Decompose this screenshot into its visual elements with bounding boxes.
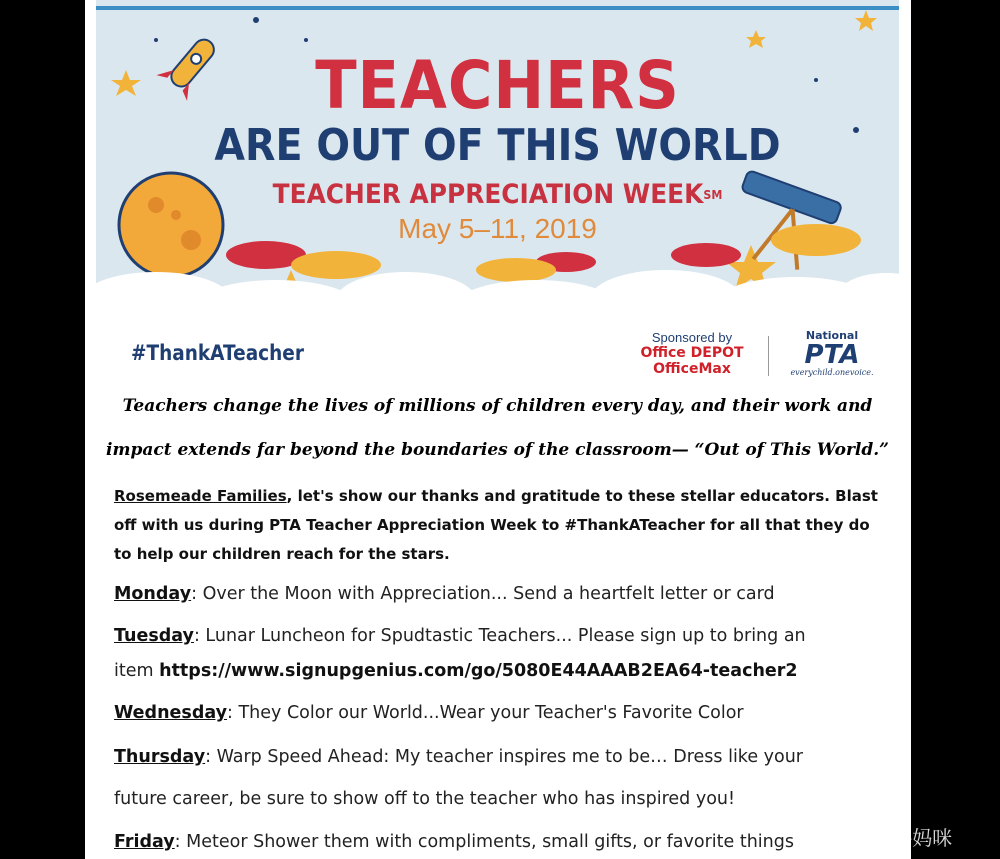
wednesday-item bbox=[114, 703, 894, 723]
families-link: Rosemeade Families bbox=[114, 487, 287, 505]
office-max-logo: OfficeMax bbox=[653, 361, 731, 377]
intro-line2: off with us during PTA Teacher Appreciation Week to #ThankATeacher for all that they do bbox=[114, 516, 870, 534]
tuesday-item-line2 bbox=[114, 661, 894, 681]
signup-url-link[interactable]: https://www.signupgenius.com/go/5080E44AAAB2EA64-teacher2 bbox=[159, 661, 798, 681]
thursday-item-line2: future career, be sure to show off to the teacher who has inspired you! bbox=[114, 789, 736, 809]
friday-item bbox=[114, 832, 894, 852]
wednesday-text: : They Color our World...Wear your Teacher's Favorite Color bbox=[227, 703, 744, 723]
quote-line1: Teachers change the lives of millions of children every day, and their work and bbox=[122, 396, 873, 416]
tuesday-text2: item bbox=[114, 661, 160, 681]
watermark-text: 明亮-妈咪 bbox=[865, 826, 953, 850]
intro-line1-rest: , let's show our thanks and gratitude to these stellar educators. Blast bbox=[286, 487, 878, 505]
tuesday-label: Tuesday bbox=[114, 626, 194, 646]
banner-image bbox=[96, 0, 899, 318]
monday-text: : Over the Moon with Appreciation... Send a heartfelt letter or card bbox=[191, 584, 775, 604]
friday-label: Friday bbox=[114, 832, 175, 852]
intro-line3: to help our children reach for the stars. bbox=[114, 545, 450, 563]
banner-title-line3 bbox=[128, 178, 867, 212]
logo-divider bbox=[768, 336, 769, 376]
thursday-item bbox=[114, 747, 894, 767]
pta-tagline: everychild.onevoice. bbox=[790, 368, 874, 377]
pta-name-text: PTA bbox=[804, 340, 860, 370]
hashtag: #ThankATeacher bbox=[131, 341, 304, 365]
office-depot-logo: Office DEPOT bbox=[640, 345, 744, 361]
friday-text: : Meteor Shower them with compliments, small gifts, or favorite things bbox=[174, 832, 794, 852]
pta-national-text: National bbox=[805, 329, 859, 342]
watermark bbox=[825, 822, 952, 851]
intro-line1 bbox=[114, 482, 894, 511]
pta-logo bbox=[782, 330, 882, 377]
monday-label: Monday bbox=[114, 584, 192, 604]
quote-line2: impact extends far beyond the boundaries of the classroom— “Out of This World.” bbox=[106, 440, 889, 460]
thursday-text: : Warp Speed Ahead: My teacher inspires me to be… Dress like your bbox=[205, 747, 803, 767]
sponsor-logo bbox=[632, 330, 752, 377]
banner-title-line2: ARE OUT OF THIS WORLD bbox=[214, 120, 781, 171]
tuesday-item bbox=[114, 626, 894, 646]
thursday-label: Thursday bbox=[114, 747, 206, 767]
banner-title-line1: TEACHERS bbox=[315, 47, 680, 124]
service-mark: SM bbox=[703, 188, 723, 202]
banner-dates: May 5–11, 2019 bbox=[398, 213, 597, 244]
tuesday-text: : Lunar Luncheon for Spudtastic Teachers... Please sign up to bring an bbox=[193, 626, 806, 646]
banner-week-text: TEACHER APPRECIATION WEEK bbox=[272, 179, 704, 210]
sponsored-by-text: Sponsored by bbox=[651, 330, 733, 345]
monday-item bbox=[114, 584, 894, 604]
wednesday-label: Wednesday bbox=[114, 703, 228, 723]
weibo-icon bbox=[825, 826, 859, 848]
